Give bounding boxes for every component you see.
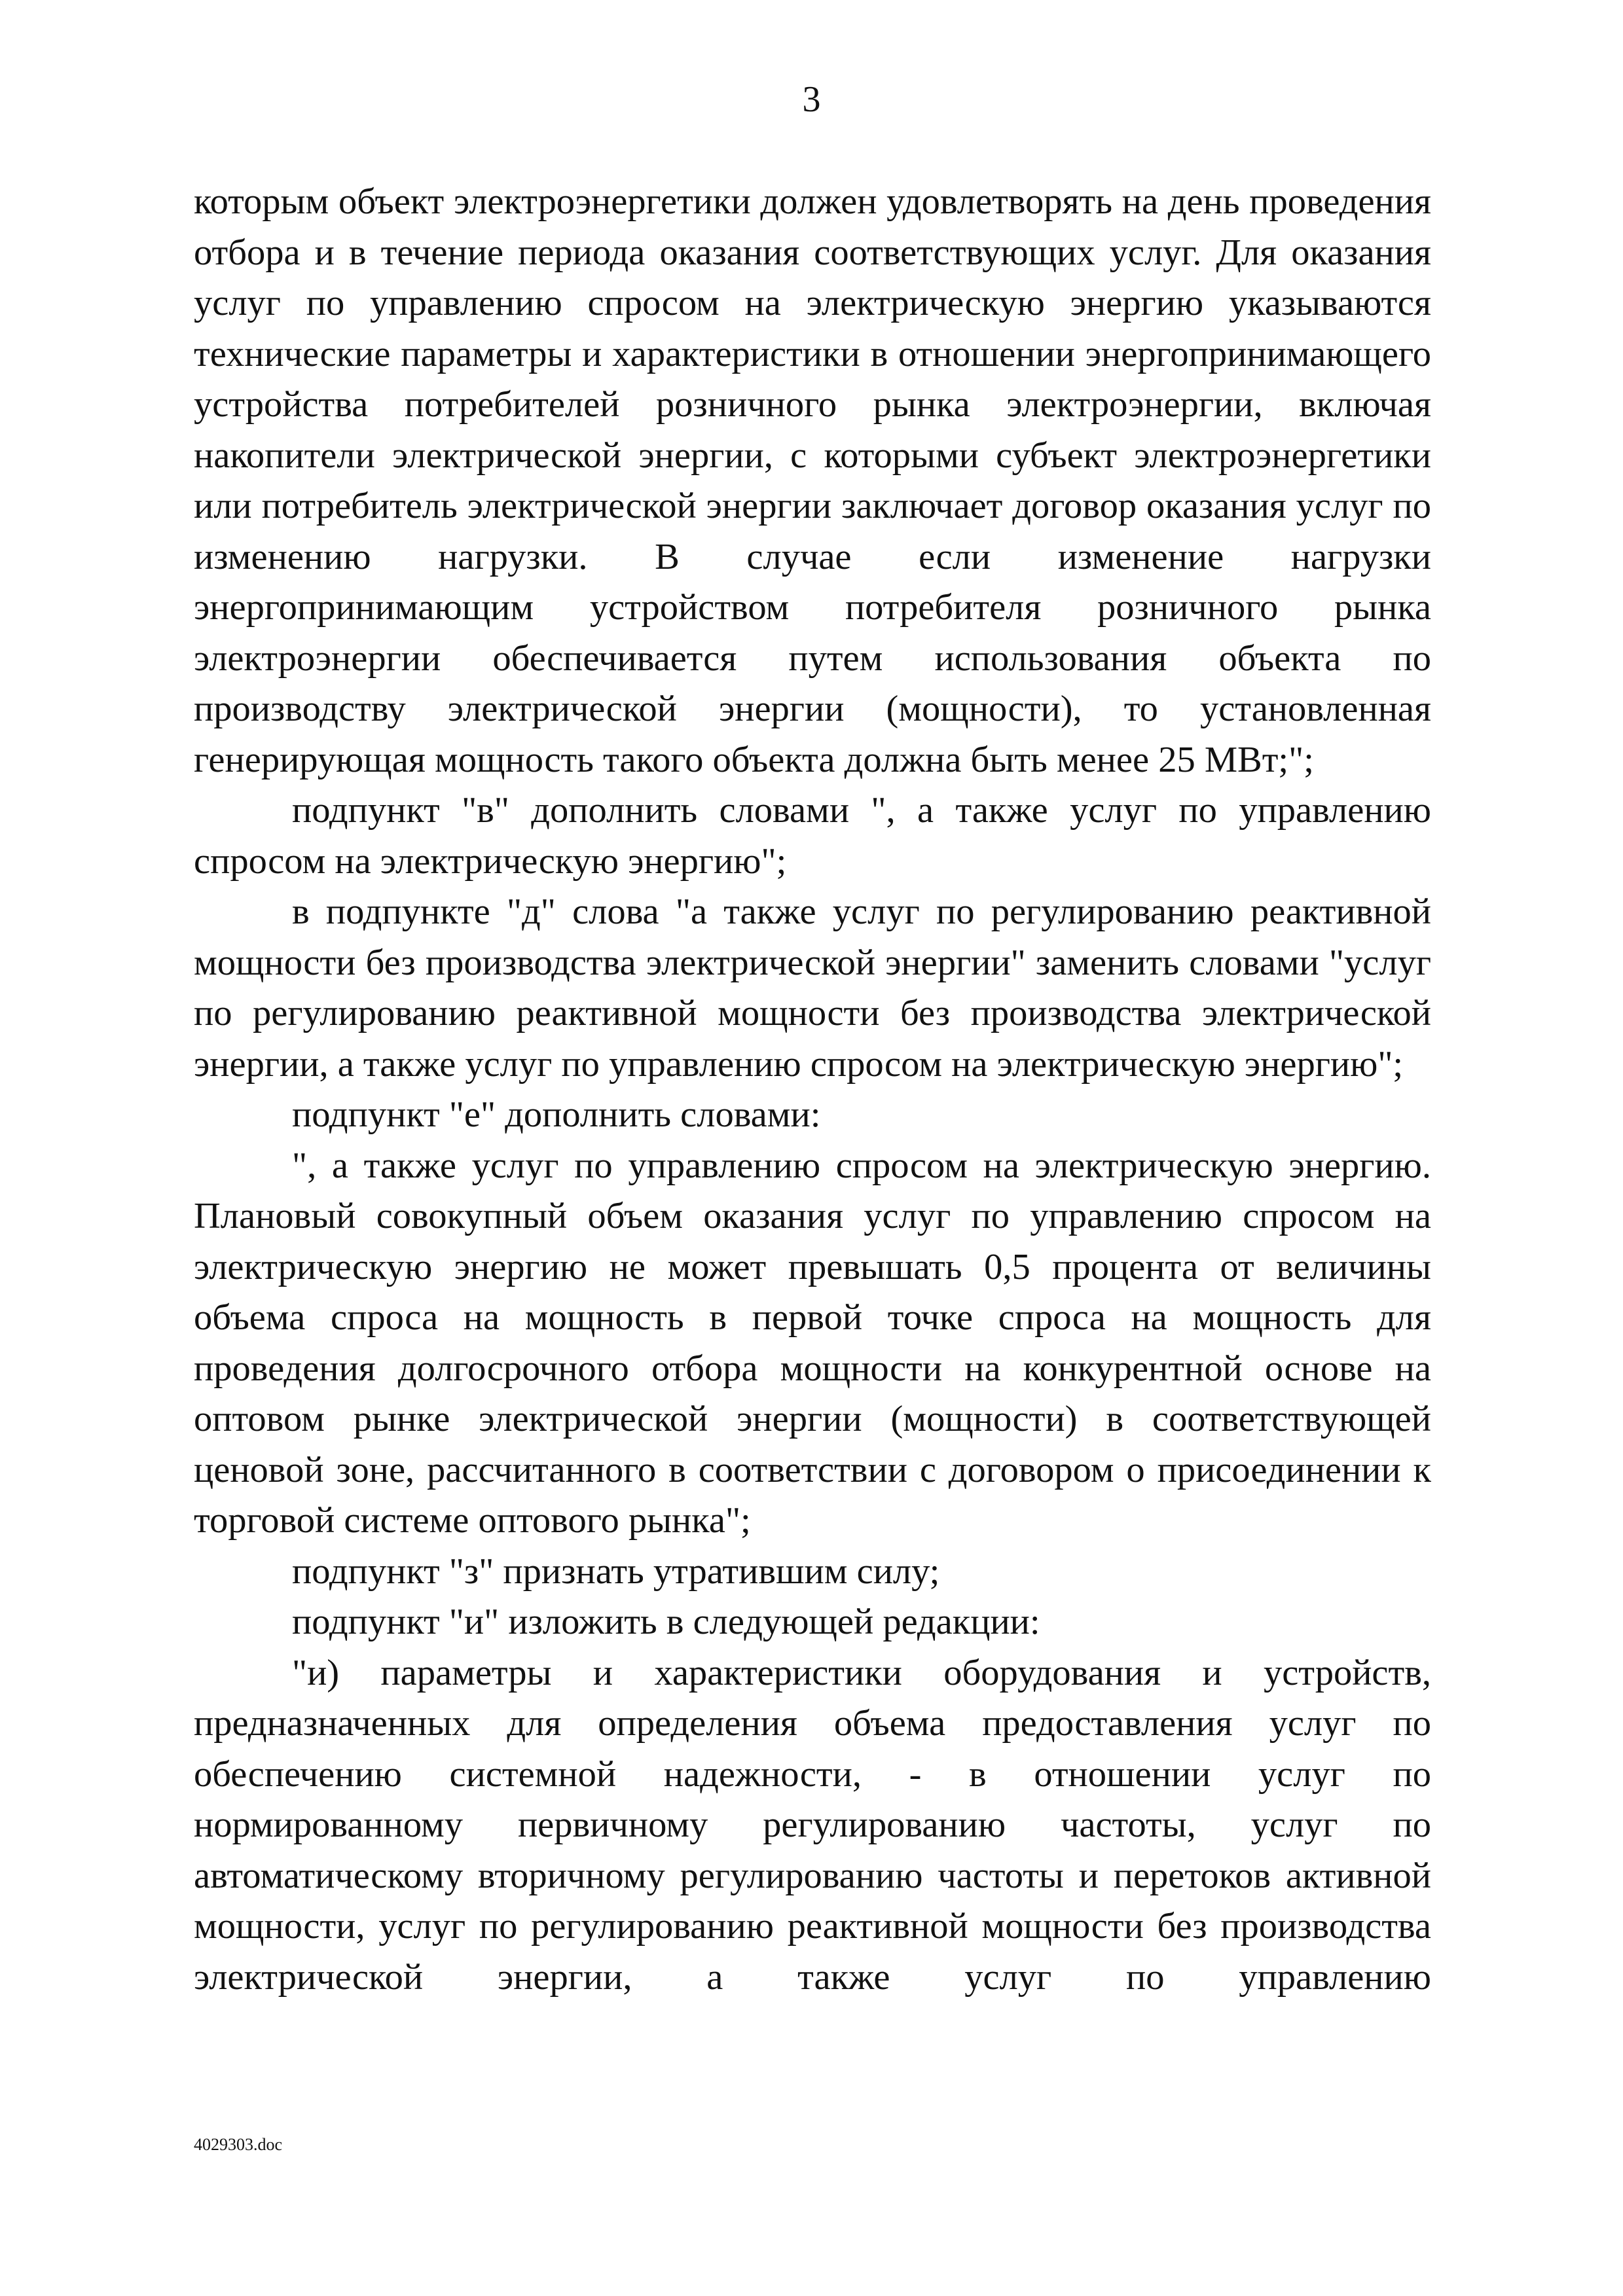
document-body [194,177,1431,2003]
paragraph: "и) параметры и характеристики оборудования и устройств, предназначенных для определения объема предоставления услуг по обеспечению системной надежности, - в отношении услуг по нормированному первичному регулированию частоты, услуг по автоматическому вторичному регулированию частоты и перетоков активной мощности, услуг по регулированию реактивной мощности без производства электрической энергии, а также услуг по управлению [194,1652,1431,1998]
paragraph: которым объект электроэнергетики должен удовлетворять на день проведения отбора и в течение периода оказания соответствующих услуг. Для оказания услуг по управлению спросом на электрическую энергию указываются технические параметры и характеристики в отношении энергопринимающего устройства потребителей розничного рынка электроэнергии, включая накопители электрической энергии, с которыми субъект электроэнергетики или потребитель электрической энергии заключает договор оказания услуг по изменению нагрузки. В случае если изменение нагрузки энергопринимающим устройством потребителя розничного рынка электроэнергии обеспечивается путем использования объекта по производству электрической энергии (мощности), то установленная генерирующая мощность такого объекта должна быть менее 25 МВт;"; [194,181,1431,780]
paragraph: ", а также услуг по управлению спросом на электрическую энергию. Плановый совокупный объем оказания услуг по управлению спросом на электрическую энергию не может превышать 0,5 процента от величины объема спроса на мощность в первой точке спроса на мощность для проведения долгосрочного отбора мощности на конкурентной основе на оптовом рынке электрической энергии (мощности) в соответствующей ценовой зоне, рассчитанного в соответствии с договором о присоединении к торговой системе оптового рынка"; [194,1145,1431,1541]
paragraph: подпункт "е" дополнить словами: [292,1094,821,1135]
paragraph: в подпункте "д" слова "а также услуг по регулированию реактивной мощности без производства электрической энергии" заменить словами "услуг по регулированию реактивной мощности без производства электрической энергии, а также услуг по управлению спросом на электрическую энергию"; [194,891,1431,1085]
page-number: 3 [802,79,821,120]
paragraph: подпункт "и" изложить в следующей редакции: [292,1602,1040,1642]
paragraph: подпункт "в" дополнить словами ", а также услуг по управлению спросом на электрическую энергию"; [194,790,1431,882]
footer-filename: 4029303.doc [194,2135,283,2154]
paragraph: подпункт "з" признать утратившим силу; [292,1551,940,1592]
